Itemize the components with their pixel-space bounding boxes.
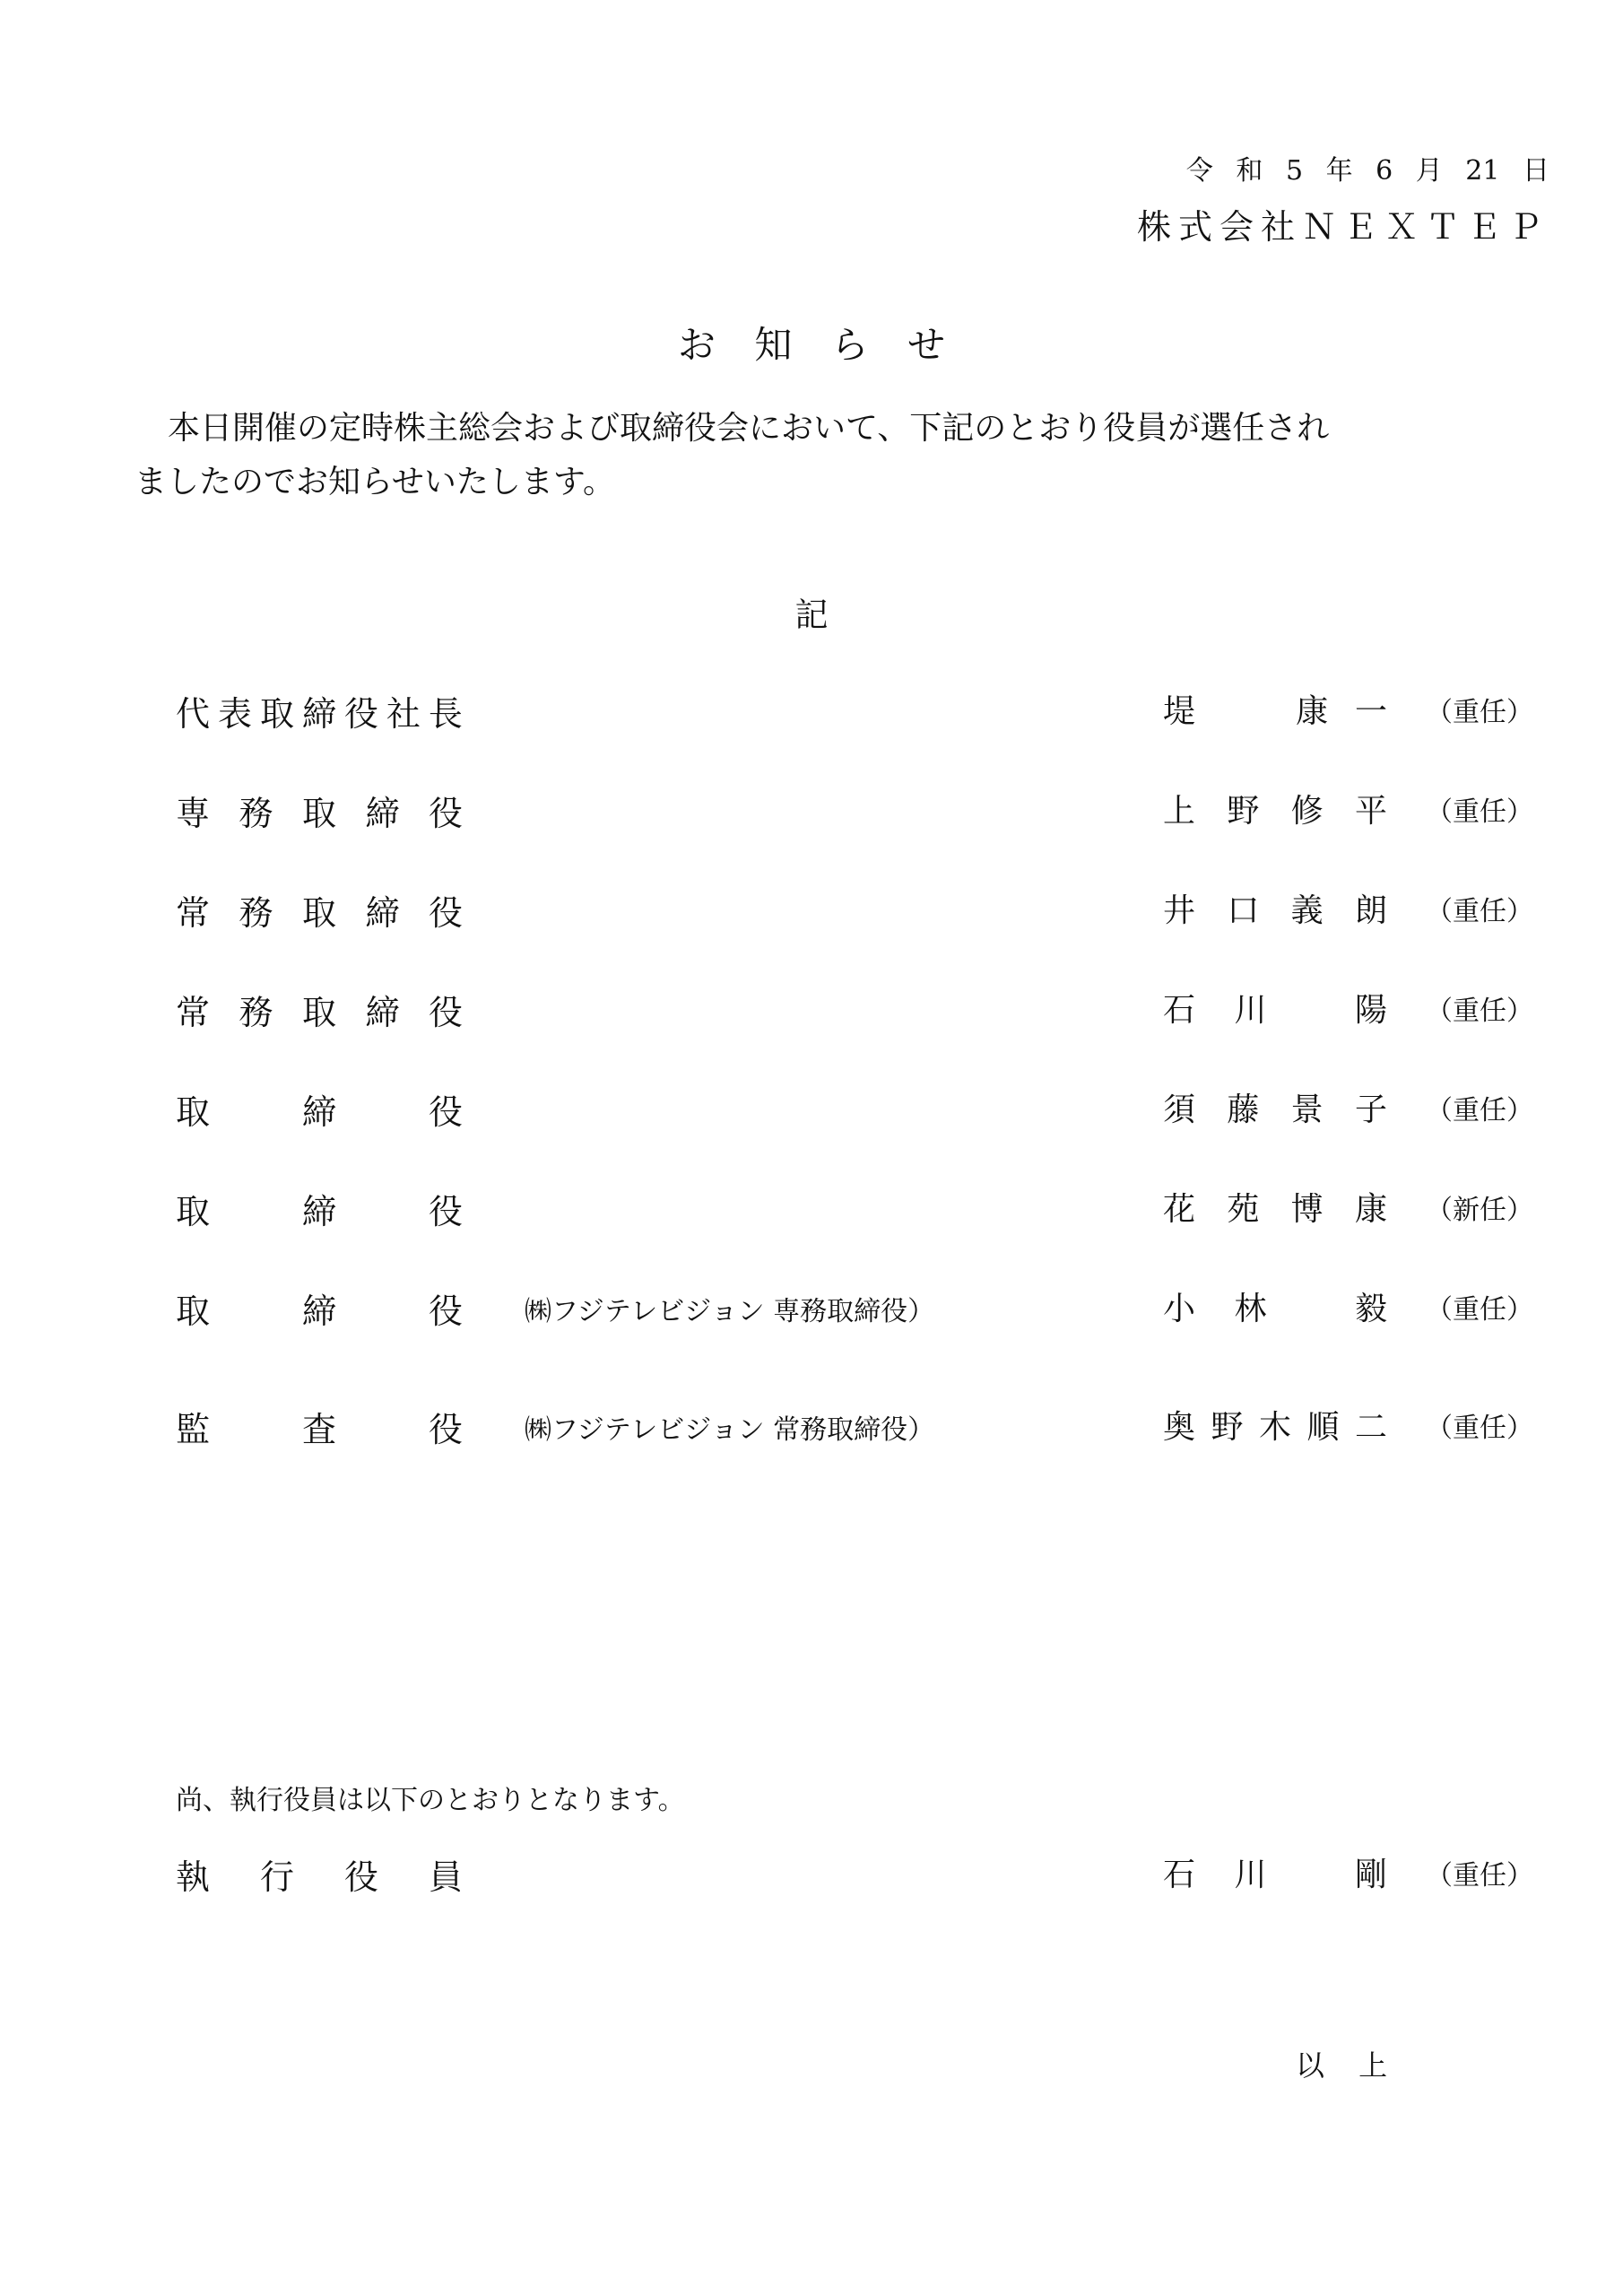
closing-mark: 以 上 <box>1296 2048 1388 2083</box>
officer-row <box>0 1084 1623 1138</box>
officer-row <box>0 686 1623 740</box>
officer-role: 取 締 役 <box>176 1092 463 1132</box>
officer-row <box>0 1283 1623 1337</box>
officer-row <box>0 786 1623 839</box>
executive-row <box>0 1849 1623 1903</box>
officer-status: （重任） <box>1426 896 1533 927</box>
officer-role: 取 締 役 <box>176 1292 463 1331</box>
officer-role: 監 査 役 <box>176 1410 463 1449</box>
officer-role: 代 表 取 締 役 社 長 <box>176 694 463 734</box>
officer-row <box>0 885 1623 939</box>
officer-row <box>0 985 1623 1039</box>
officer-role: 専 務 取 締 役 <box>176 794 463 833</box>
document-date: 令 和 5 年 6 月 21 日 <box>1185 155 1549 187</box>
executive-name: 石 川 剛 <box>1163 1857 1387 1893</box>
officer-status: （新任） <box>1426 1195 1533 1226</box>
officer-note: ㈱フジテレビジョン 専務取締役） <box>525 1296 935 1327</box>
executive-role: 執 行 役 員 <box>176 1857 463 1897</box>
ki-heading: 記 <box>794 596 829 634</box>
officer-note: ㈱フジテレビジョン 常務取締役） <box>525 1414 935 1446</box>
officer-name: 上 野 修 平 <box>1163 793 1387 830</box>
officer-name: 須 藤 景 子 <box>1163 1091 1387 1128</box>
executive-note: 尚、執行役員は以下のとおりとなります。 <box>176 1785 685 1816</box>
officer-role: 常 務 取 締 役 <box>176 993 463 1032</box>
intro-line-2: ましたのでお知らせいたします。 <box>135 464 616 500</box>
officer-status: （重任） <box>1426 996 1533 1027</box>
officer-row <box>0 1184 1623 1238</box>
officer-status: （重任） <box>1426 796 1533 828</box>
officer-row <box>0 1402 1623 1456</box>
officer-status: （重任） <box>1426 1413 1533 1444</box>
officer-name: 堤 康 一 <box>1163 693 1387 730</box>
officer-name: 井 口 義 朗 <box>1163 892 1387 929</box>
officer-name: 小 林 毅 <box>1163 1291 1387 1327</box>
officer-role: 取 締 役 <box>176 1192 463 1231</box>
document-title: お 知 ら せ <box>677 323 946 367</box>
company-name: 株式会社ＮＥＸＴＥＰ <box>1136 207 1549 247</box>
officer-name: 奥 野 木 順 二 <box>1163 1409 1387 1446</box>
officer-status: （重任） <box>1426 1095 1533 1126</box>
intro-paragraph <box>135 402 1408 509</box>
officer-status: （重任） <box>1426 1294 1533 1326</box>
officer-status: （重任） <box>1426 697 1533 728</box>
intro-line-1: 本日開催の定時株主総会および取締役会において、下記のとおり役員が選任され <box>168 410 1330 447</box>
executive-status: （重任） <box>1426 1860 1533 1892</box>
officer-name: 石 川 陽 <box>1163 992 1387 1029</box>
officer-role: 常 務 取 締 役 <box>176 893 463 933</box>
officer-name: 花 苑 博 康 <box>1163 1191 1387 1228</box>
